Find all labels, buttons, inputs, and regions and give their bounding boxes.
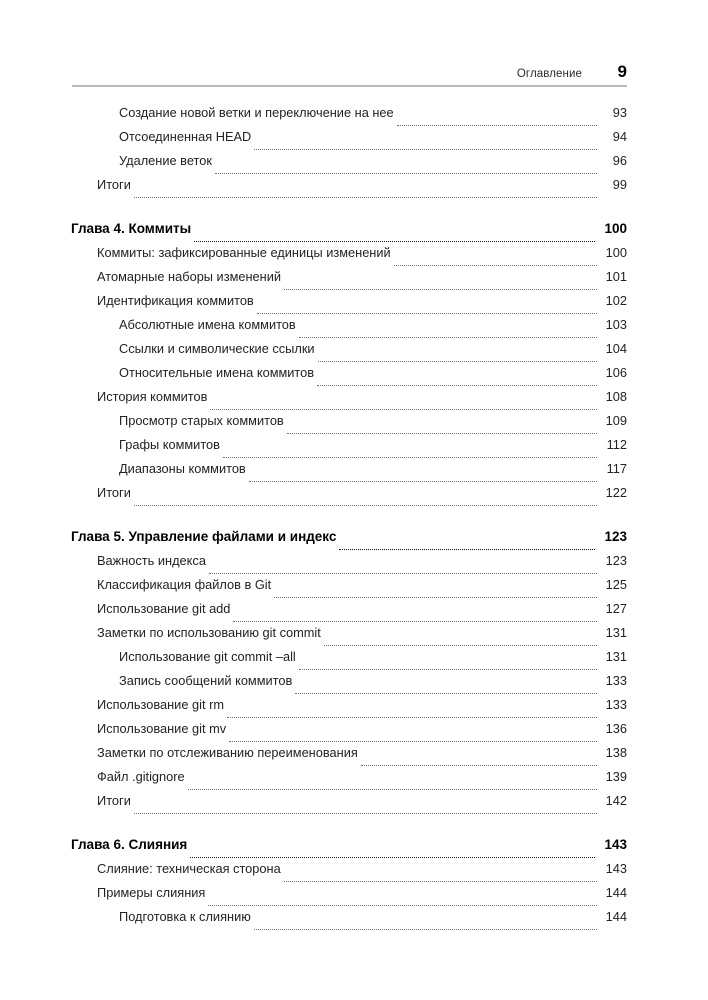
toc-entry[interactable]	[0, 697, 708, 721]
toc-entry[interactable]	[0, 437, 708, 461]
toc-leader-dots	[190, 857, 595, 858]
toc-entry-label: Создание новой ветки и переключение на нее	[119, 105, 394, 120]
toc-entry[interactable]	[0, 177, 708, 201]
toc-entry-label: Отсоединенная HEAD	[119, 129, 252, 144]
toc-leader-dots	[284, 881, 597, 882]
toc-entry-page-number: 123	[605, 553, 627, 568]
toc-entry[interactable]	[0, 861, 708, 885]
toc-entry-page-number: 112	[606, 437, 627, 452]
toc-entry-page-number: 117	[606, 461, 627, 476]
toc-entry-label: Относительные имена коммитов	[119, 365, 315, 380]
toc-entry-label: Заметки по использованию git commit	[97, 625, 321, 640]
toc-leader-dots	[324, 645, 597, 646]
toc-leader-dots	[210, 409, 597, 410]
toc-group-gap	[0, 201, 708, 221]
toc-entry-label: Идентификация коммитов	[97, 293, 254, 308]
toc-entry[interactable]	[0, 885, 708, 909]
toc-leader-dots	[194, 241, 595, 242]
toc-leader-dots	[318, 361, 597, 362]
toc-entry-page-number: 127	[605, 601, 627, 616]
toc-entry[interactable]	[0, 317, 708, 341]
toc-leader-dots	[361, 765, 597, 766]
toc-entry[interactable]	[0, 769, 708, 793]
toc-entry-label: Использование git add	[97, 601, 231, 616]
toc-entry[interactable]	[0, 721, 708, 745]
toc-entry-page-number: 94	[612, 129, 627, 144]
toc-leader-dots	[295, 693, 597, 694]
toc-entry-label: Атомарные наборы изменений	[97, 269, 282, 284]
toc-group-gap	[0, 817, 708, 837]
toc-entry-label: Глава 6. Слияния	[71, 837, 188, 852]
toc-entry-page-number: 144	[605, 909, 627, 924]
toc-entry[interactable]	[0, 745, 708, 769]
toc-entry-page-number: 99	[612, 177, 627, 192]
toc-group-gap	[0, 509, 708, 529]
toc-entry-label: Графы коммитов	[119, 437, 220, 452]
toc-entry[interactable]	[0, 245, 708, 269]
toc-entry-page-number: 93	[612, 105, 627, 120]
toc-entry-label: Использование git mv	[97, 721, 227, 736]
toc-entry-label: Слияние: техническая сторона	[97, 861, 281, 876]
toc-entry-label: Примеры слияния	[97, 885, 206, 900]
toc-entry-page-number: 100	[604, 221, 627, 236]
toc-entry-page-number: 139	[605, 769, 627, 784]
toc-entry[interactable]	[0, 553, 708, 577]
toc-entry-label: Удаление веток	[119, 153, 212, 168]
toc-entry-page-number: 102	[605, 293, 627, 308]
toc-entry-page-number: 100	[605, 245, 627, 260]
toc-entry-page-number: 122	[605, 485, 627, 500]
toc-leader-dots	[233, 621, 597, 622]
toc-entry-page-number: 101	[605, 269, 627, 284]
toc-leader-dots	[134, 197, 597, 198]
toc-entry-page-number: 131	[605, 649, 627, 664]
toc-chapter-entry[interactable]	[0, 529, 708, 553]
toc-leader-dots	[188, 789, 597, 790]
toc-entry-page-number: 142	[605, 793, 627, 808]
toc-entry-page-number: 104	[605, 341, 627, 356]
toc-entry-page-number: 108	[605, 389, 627, 404]
toc-entry[interactable]	[0, 293, 708, 317]
toc-leader-dots	[397, 125, 597, 126]
toc-entry-page-number: 144	[605, 885, 627, 900]
toc-entry[interactable]	[0, 649, 708, 673]
toc-entry-label: Запись сообщений коммитов	[119, 673, 293, 688]
toc-leader-dots	[134, 813, 597, 814]
toc-entry-page-number: 123	[604, 529, 627, 544]
toc-entry-label: Заметки по отслеживанию переименования	[97, 745, 358, 760]
toc-entry-page-number: 143	[604, 837, 627, 852]
toc-entry-page-number: 131	[605, 625, 627, 640]
toc-entry[interactable]	[0, 105, 708, 129]
toc-chapter-entry[interactable]	[0, 837, 708, 861]
toc-entry-page-number: 109	[605, 413, 627, 428]
toc-entry-label: Использование git rm	[97, 697, 224, 712]
toc-leader-dots	[284, 289, 597, 290]
toc-entry[interactable]	[0, 365, 708, 389]
toc-entry[interactable]	[0, 577, 708, 601]
toc-entry[interactable]	[0, 601, 708, 625]
toc-leader-dots	[215, 173, 597, 174]
toc-leader-dots	[287, 433, 597, 434]
toc-entry-page-number: 136	[605, 721, 627, 736]
toc-leader-dots	[229, 741, 597, 742]
toc-entry[interactable]	[0, 909, 708, 933]
toc-leader-dots	[227, 717, 597, 718]
toc-leader-dots	[208, 905, 597, 906]
toc-entry-page-number: 96	[612, 153, 627, 168]
toc-entry-label: Файл .gitignore	[97, 769, 185, 784]
toc-entry[interactable]	[0, 485, 708, 509]
toc-entry[interactable]	[0, 153, 708, 177]
toc-leader-dots	[274, 597, 597, 598]
toc-leader-dots	[134, 505, 597, 506]
toc-leader-dots	[257, 313, 597, 314]
header-rule	[72, 85, 627, 87]
toc-entry-label: Итоги	[97, 485, 131, 500]
toc-entry[interactable]	[0, 625, 708, 649]
toc-entry-label: Просмотр старых коммитов	[119, 413, 284, 428]
toc-entry-label: Классификация файлов в Git	[97, 577, 272, 592]
toc-entry-label: Ссылки и символические ссылки	[119, 341, 315, 356]
toc-leader-dots	[299, 337, 597, 338]
toc-entry-label: Абсолютные имена коммитов	[119, 317, 296, 332]
toc-entry-label: Диапазоны коммитов	[119, 461, 246, 476]
toc-entry[interactable]	[0, 793, 708, 817]
toc-entry-page-number: 143	[605, 861, 627, 876]
toc-entry-page-number: 133	[605, 697, 627, 712]
toc-leader-dots	[254, 149, 597, 150]
toc-entry[interactable]	[0, 269, 708, 293]
toc-chapter-entry[interactable]	[0, 221, 708, 245]
toc-entry-page-number: 106	[605, 365, 627, 380]
toc-entry-label: Подготовка к слиянию	[119, 909, 251, 924]
toc-leader-dots	[394, 265, 597, 266]
toc-entry-label: Итоги	[97, 793, 131, 808]
page-number: 9	[617, 62, 627, 81]
toc-entry-page-number: 103	[605, 317, 627, 332]
toc-entry[interactable]	[0, 673, 708, 697]
toc-leader-dots	[254, 929, 597, 930]
toc-entry-page-number: 125	[605, 577, 627, 592]
toc-leader-dots	[299, 669, 597, 670]
running-head-title: Оглавление	[516, 68, 582, 80]
toc-entry-label: Итоги	[97, 177, 131, 192]
toc-leader-dots	[209, 573, 597, 574]
toc-entry-label: Глава 5. Управление файлами и индекс	[71, 529, 337, 544]
running-head	[72, 62, 627, 82]
toc-entry-label: Важность индекса	[97, 553, 206, 568]
toc-entry-page-number: 133	[605, 673, 627, 688]
toc-entry-label: Использование git commit –all	[119, 649, 296, 664]
toc-entry[interactable]	[0, 413, 708, 437]
toc-entry[interactable]	[0, 129, 708, 153]
toc-leader-dots	[339, 549, 595, 550]
toc-leader-dots	[223, 457, 597, 458]
toc-entry-label: Глава 4. Коммиты	[71, 221, 192, 236]
toc-entry-page-number: 138	[605, 745, 627, 760]
toc-entry-label: Коммиты: зафиксированные единицы изменений	[97, 245, 391, 260]
table-of-contents	[0, 105, 708, 933]
toc-entry[interactable]	[0, 389, 708, 413]
toc-leader-dots	[249, 481, 597, 482]
toc-entry[interactable]	[0, 461, 708, 485]
toc-entry-label: История коммитов	[97, 389, 208, 404]
toc-leader-dots	[317, 385, 597, 386]
toc-entry[interactable]	[0, 341, 708, 365]
